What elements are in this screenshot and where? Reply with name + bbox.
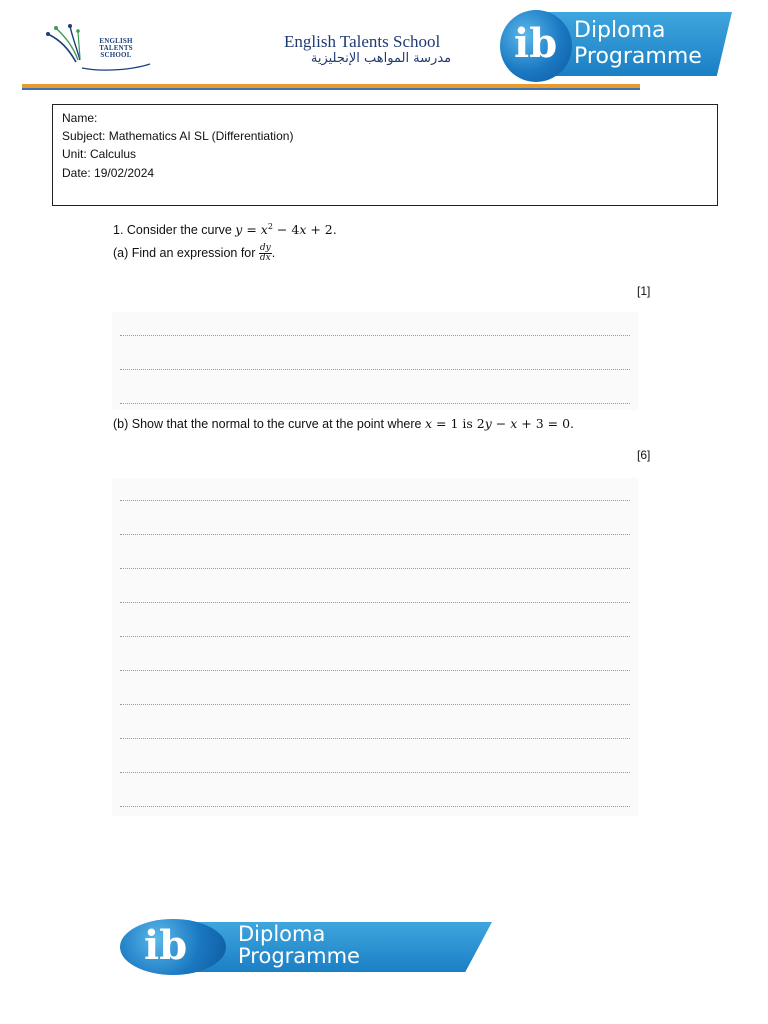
answer-area-1a[interactable] xyxy=(112,312,638,410)
dy-dx-fraction: $\frac{dy}{dx}$ xyxy=(259,243,271,263)
school-name-arabic: مدرسة المواهب الإنجليزية xyxy=(310,51,452,66)
answer-dotted-line xyxy=(120,568,630,569)
ib-diploma-footer-logo: ib Diploma Programme xyxy=(118,917,492,977)
question-1a-prompt: (a) Find an expression for $\frac{dy}{dx}$ . xyxy=(113,243,276,263)
question-1a-marks: [1] xyxy=(637,284,651,298)
header-rule-blue xyxy=(22,88,640,90)
answer-area-1b[interactable] xyxy=(112,478,638,816)
question-1b-prompt: (b) Show that the normal to the curve at the point where x = 1 is 2y − x + 3 = 0. xyxy=(113,416,575,431)
answer-dotted-line xyxy=(120,534,630,535)
answer-dotted-line xyxy=(120,806,630,807)
answer-dotted-line xyxy=(120,500,630,501)
unit-line: Unit: Calculus xyxy=(62,147,137,161)
answer-dotted-line xyxy=(120,602,630,603)
ib-diploma-header-logo: ib Diploma Programme xyxy=(500,10,734,82)
answer-dotted-line xyxy=(120,636,630,637)
subject-line: Subject: Mathematics AI SL (Differentiation) xyxy=(62,129,294,143)
name-field: Name: xyxy=(62,111,98,125)
question-1-intro: 1. Consider the curve $y = x^2 - 4x + 2$. xyxy=(113,222,337,238)
answer-dotted-line xyxy=(120,335,630,336)
school-name-english: English Talents School xyxy=(284,32,441,51)
student-info-box xyxy=(52,104,718,206)
answer-dotted-line xyxy=(120,670,630,671)
answer-dotted-line xyxy=(120,704,630,705)
date-line: Date: 19/02/2024 xyxy=(62,166,155,180)
answer-dotted-line xyxy=(120,772,630,773)
answer-dotted-line xyxy=(120,738,630,739)
answer-dotted-line xyxy=(120,369,630,370)
question-1b-marks: [6] xyxy=(637,448,651,462)
answer-dotted-line xyxy=(120,403,630,404)
school-logo-lettering: ENGLISH TALENTS SCHOOL xyxy=(99,37,133,59)
